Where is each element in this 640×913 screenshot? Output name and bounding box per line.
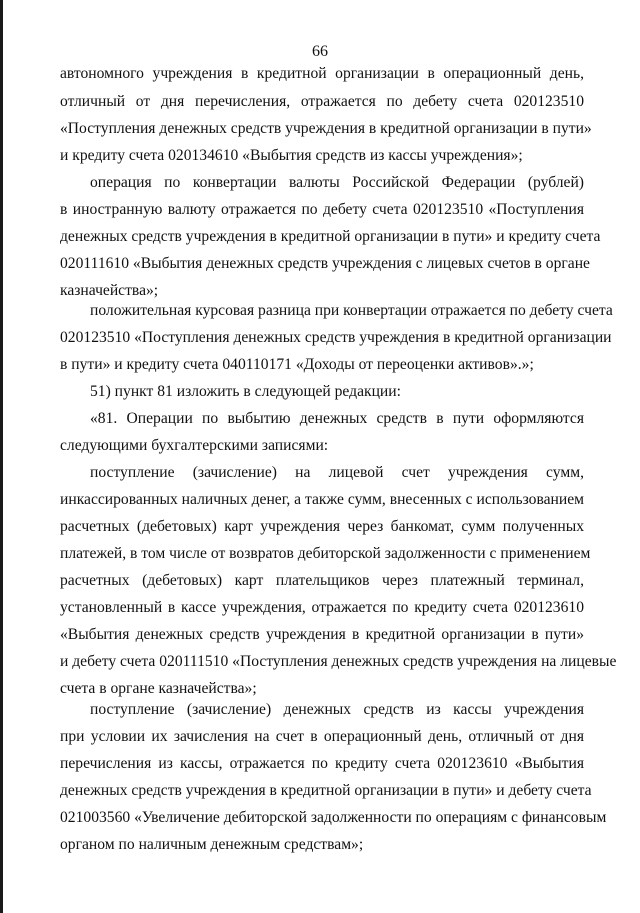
text-line: расчетных (дебетовых) карт плательщиков через платежный терминал, [60, 572, 584, 589]
text-line: при условии их зачисления на счет в операционный день, отличный от дня [60, 728, 584, 745]
text-line: 021003560 «Увеличение дебиторской задолженности по операциям с финансовым [60, 809, 607, 826]
text-line: следующими бухгалтерскими записями: [60, 437, 329, 454]
text-line: в иностранную валюту отражается по дебету счета 020123510 «Поступления [60, 201, 584, 218]
text-line: отличный от дня перечисления, отражается по дебету счета 020123510 [60, 93, 584, 110]
text-line: перечисления из кассы, отражается по кредиту счета 020123610 «Выбытия [60, 755, 584, 772]
text-line: казначейства»; [60, 282, 159, 299]
text-line: 51) пункт 81 изложить в следующей редакции: [90, 383, 401, 400]
text-line: платежей, в том числе от возвратов дебиторской задолженности с применением [60, 545, 591, 562]
text-line: счета в органе казначейства»; [60, 680, 257, 697]
text-line: 020111610 «Выбытия денежных средств учреждения с лицевых счетов в органе [60, 255, 590, 272]
text-line: поступление (зачисление) денежных средств из кассы учреждения [90, 701, 584, 718]
text-line: автономного учреждения в кредитной организации в операционный день, [60, 65, 584, 82]
text-line: денежных средств учреждения в кредитной организации в пути» и кредиту счета [60, 228, 601, 245]
text-line: 020123510 «Поступления денежных средств учреждения в кредитной организации [60, 329, 612, 346]
text-line: денежных средств учреждения в кредитной организации в пути» и дебету счета [60, 782, 592, 799]
text-line: и кредиту счета 020134610 «Выбытия средств из кассы учреждения»; [60, 147, 523, 164]
text-line: поступление (зачисление) на лицевой счет учреждения сумм, [90, 464, 584, 481]
text-line: «Выбытия денежных средств учреждения в кредитной организации в пути» [60, 626, 584, 643]
text-line: и дебету счета 020111510 «Поступления денежных средств учреждения на лицевые [60, 653, 617, 670]
text-line: операция по конвертации валюты Российской Федерации (рублей) [90, 174, 584, 191]
page-number: 66 [312, 43, 328, 60]
text-line: инкассированных наличных денег, а также сумм, внесенных с использованием [60, 491, 584, 508]
text-line: органом по наличным денежным средствам»; [60, 836, 364, 853]
scan-edge [0, 0, 3, 913]
text-line: расчетных (дебетовых) карт учреждения через банкомат, сумм полученных [60, 518, 584, 535]
text-line: установленный в кассе учреждения, отражается по кредиту счета 020123610 [60, 599, 584, 616]
text-line: в пути» и кредиту счета 040110171 «Доходы от переоценки активов».»; [60, 356, 534, 373]
text-line: положительная курсовая разница при конвертации отражается по дебету счета [90, 302, 613, 319]
text-line: «Поступления денежных средств учреждения в кредитной организации в пути» [60, 120, 592, 137]
text-line: «81. Операции по выбытию денежных средств в пути оформляются [90, 410, 584, 427]
